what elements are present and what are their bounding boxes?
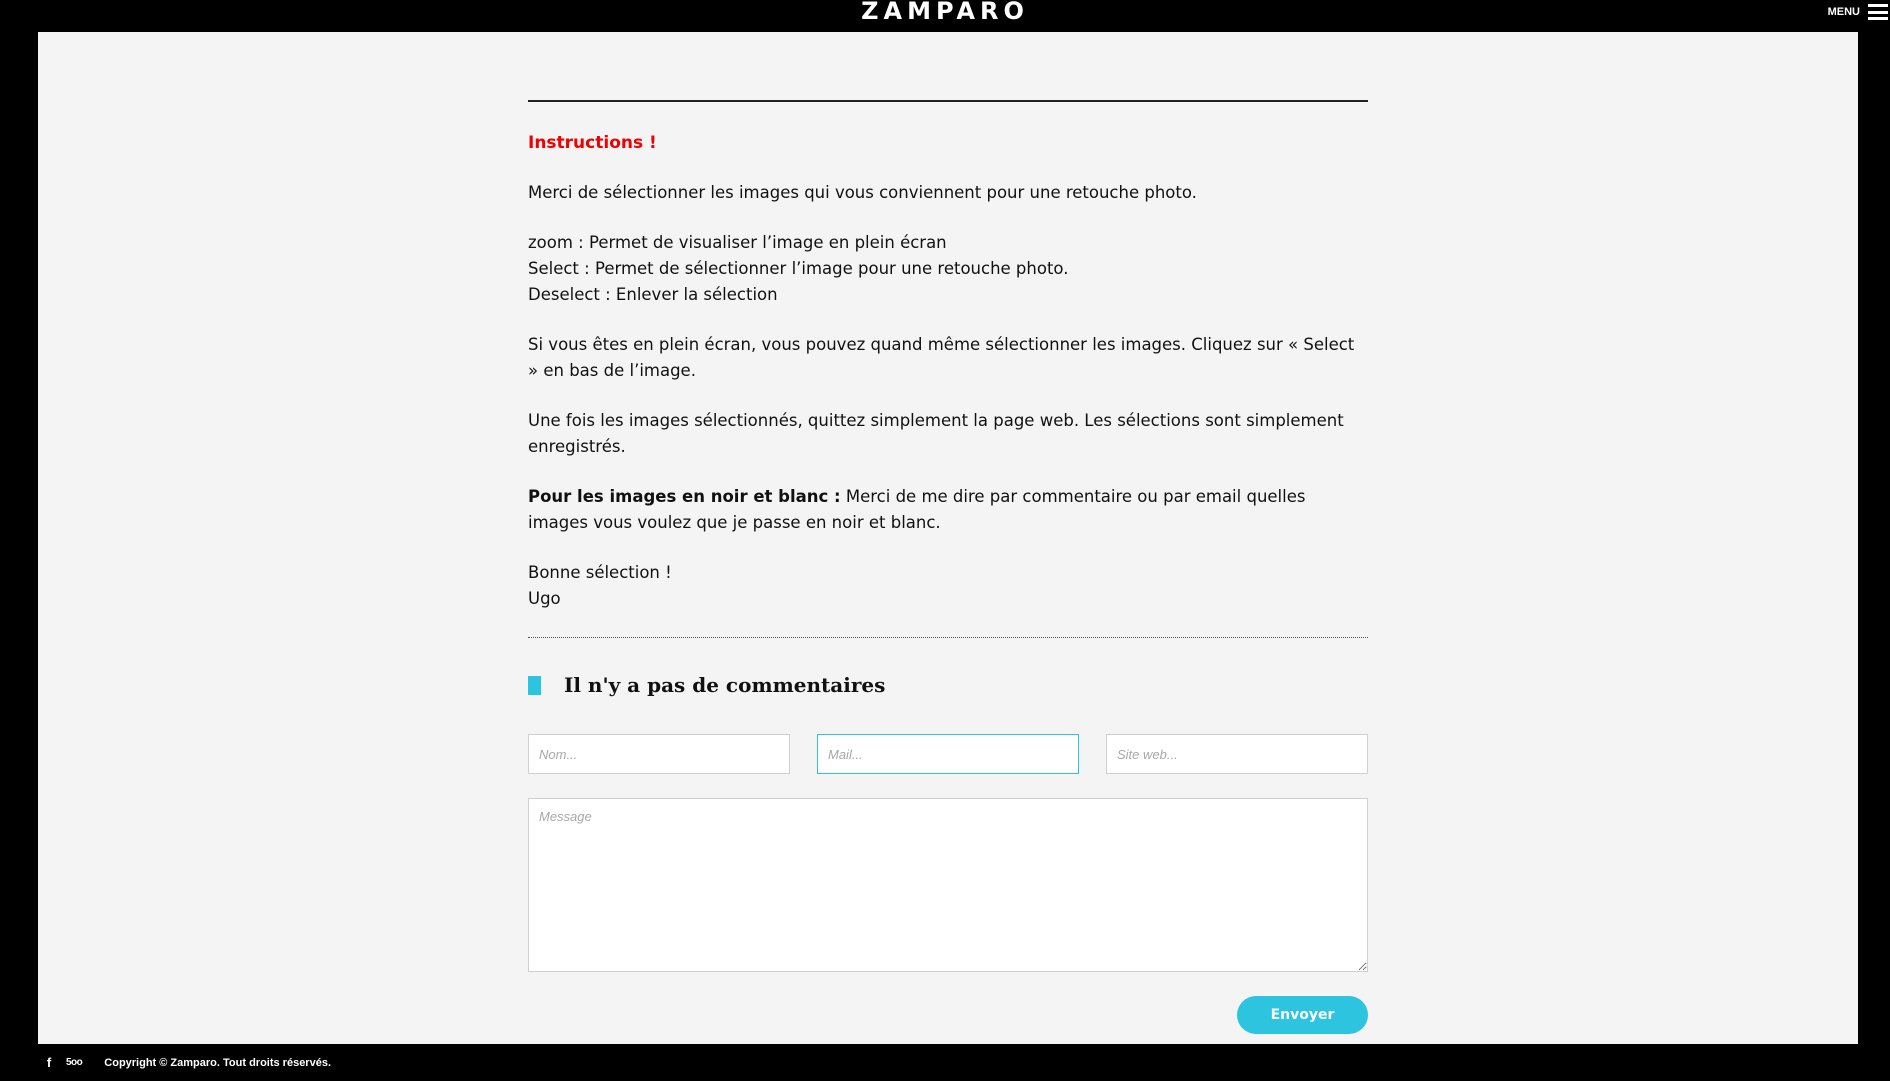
- black-white-text: Merci de me dire par commentaire ou par email quelles images vous voulez que je passe en noir et blanc.: [528, 487, 1306, 532]
- comment-fields-row: [528, 734, 1368, 774]
- menu-label[interactable]: MENU: [1827, 6, 1860, 18]
- closing-paragraph: [528, 560, 1368, 612]
- copyright-text: Copyright © Zamparo. Tout droits réservés.: [104, 1056, 332, 1069]
- hamburger-icon[interactable]: [1868, 4, 1888, 20]
- signature: Ugo: [528, 589, 561, 608]
- intro-paragraph: Merci de sélectionner les images qui vous conviennent pour une retouche photo.: [528, 183, 1197, 202]
- black-white-label: Pour les images en noir et blanc :: [528, 487, 841, 506]
- main-content: [38, 32, 1858, 1044]
- actions-paragraph: [528, 230, 1368, 308]
- site-logo[interactable]: ZAMPARO: [861, 0, 1029, 25]
- menu-button[interactable]: [1828, 0, 1890, 24]
- website-input[interactable]: [1106, 734, 1368, 774]
- fullscreen-paragraph: Si vous êtes en plein écran, vous pouvez quand même sélectionner les images. Cliquez sur « Select » en bas de l’image.: [528, 335, 1355, 380]
- select-line: Select : Permet de sélectionner l’image pour une retouche photo.: [528, 259, 1069, 278]
- instructions-title: Instructions !: [528, 133, 657, 153]
- send-button[interactable]: Envoyer: [1237, 996, 1368, 1034]
- message-textarea[interactable]: [528, 798, 1368, 972]
- mail-input[interactable]: [817, 734, 1079, 774]
- zoom-line: zoom : Permet de visualiser l’image en plein écran: [528, 233, 947, 252]
- comments-title: Il n'y a pas de commentaires: [564, 673, 886, 697]
- name-input[interactable]: [528, 734, 790, 774]
- top-bar: [0, 0, 1890, 32]
- saved-paragraph: Une fois les images sélectionnés, quittez simplement la page web. Les sélections sont simplement enregistrés.: [528, 411, 1344, 456]
- top-divider: [528, 100, 1368, 102]
- section-marker-icon: [528, 676, 541, 695]
- content-column: [528, 100, 1368, 1034]
- 500px-icon[interactable]: 5oo: [66, 1057, 83, 1068]
- deselect-line: Deselect : Enlever la sélection: [528, 285, 778, 304]
- black-white-paragraph: [528, 484, 1368, 536]
- submit-row: [528, 996, 1368, 1034]
- closing-text: Bonne sélection !: [528, 563, 672, 582]
- comments-divider: [528, 637, 1368, 638]
- footer: [0, 1044, 1890, 1081]
- facebook-icon[interactable]: f: [46, 1055, 52, 1070]
- comments-header: [528, 670, 1368, 700]
